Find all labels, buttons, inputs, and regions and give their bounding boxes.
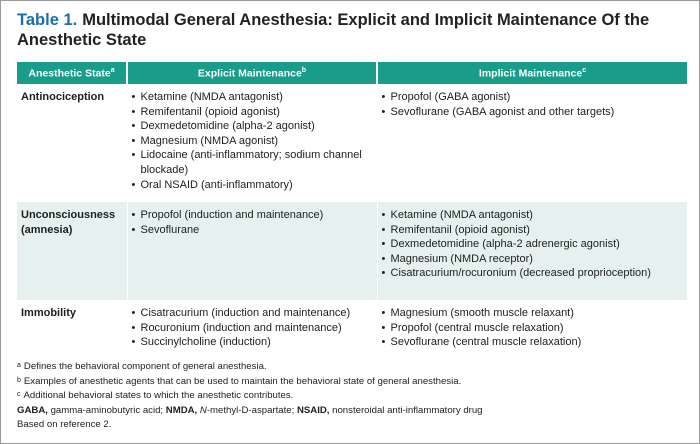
implicit-cell [377,84,687,202]
table-title-text: Multimodal General Anesthesia: Explicit and Implicit Maintenance Of the Anesthetic State [17,11,650,49]
header-implicit-maintenance: Implicit Maintenance$^c$ [377,62,687,84]
state-label: Unconsciousness (amnesia) [17,202,127,300]
table-row [17,202,687,300]
implicit-cell [377,300,687,358]
list-item: • Dexmedetomidine (alpha-2 adrenergic agonist) [382,237,684,252]
list-item: • Rocuronium (induction and maintenance) [132,321,373,336]
list-item: • Propofol (induction and maintenance) [132,208,373,223]
list-item: • Sevoflurane [132,223,373,238]
header-explicit-maintenance: Explicit Maintenance$^b$ [127,62,377,84]
explicit-cell [127,300,377,358]
explicit-cell [127,202,377,300]
list-item: • Lidocaine (anti-inflammatory; sodium channel blockade) [132,148,373,177]
drug-list [132,306,373,350]
list-item: • Propofol (GABA agonist) [382,90,684,105]
footnote-b: $^b$ Examples of anesthetic agents that can be used to maintain the behavioral state of general anesthesia. [17,375,462,387]
drug-list [132,90,373,192]
list-item: • Remifentanil (opioid agonist) [132,105,373,120]
explicit-cell [127,84,377,202]
footnote-a: $^a$ Defines the behavioral component of general anesthesia. [17,361,267,372]
list-item: • Propofol (central muscle relaxation) [382,321,684,336]
drug-list [382,208,684,281]
table-row [17,300,687,358]
table-title [17,10,687,50]
drug-list [132,208,373,237]
header-row [17,62,687,84]
anesthesia-table [17,62,687,358]
footnote-c: $^c$ Additional behavioral states to which the anesthetic contributes. [17,390,294,402]
list-item: • Sevoflurane (GABA agonist and other targets) [382,105,684,120]
table-number: Table 1. [17,11,78,29]
list-item: • Cisatracurium (induction and maintenance) [132,306,373,321]
list-item: • Remifentanil (opioid agonist) [382,223,684,238]
state-label: Antinociception [21,91,105,103]
list-item: • Sevoflurane (central muscle relaxation) [382,335,684,350]
state-label: Immobility [21,307,77,319]
reference-note: Based on reference 2. [17,419,112,431]
drug-list [382,306,684,350]
list-item: • Oral NSAID (anti-inflammatory) [132,178,373,193]
list-item: • Ketamine (NMDA antagonist) [132,90,373,105]
header-anesthetic-state: Anesthetic State$^a$ [17,62,127,84]
table-row [17,84,687,202]
implicit-cell [377,202,687,300]
footnotes [17,360,687,433]
list-item: • Magnesium (NMDA receptor) [382,252,684,267]
list-item: • Cisatracurium/rocuronium (decreased proprioception) [382,266,684,281]
abbreviations: GABA, gamma-aminobutyric acid; NMDA, N-methyl-D-aspartate; NSAID, nonsteroidal anti-inflammatory drug [17,404,483,416]
list-item: • Magnesium (smooth muscle relaxant) [382,306,684,321]
list-item: • Succinylcholine (induction) [132,335,373,350]
list-item: • Ketamine (NMDA antagonist) [382,208,684,223]
list-item: • Dexmedetomidine (alpha-2 agonist) [132,119,373,134]
list-item: • Magnesium (NMDA agonist) [132,134,373,149]
drug-list [382,90,684,119]
